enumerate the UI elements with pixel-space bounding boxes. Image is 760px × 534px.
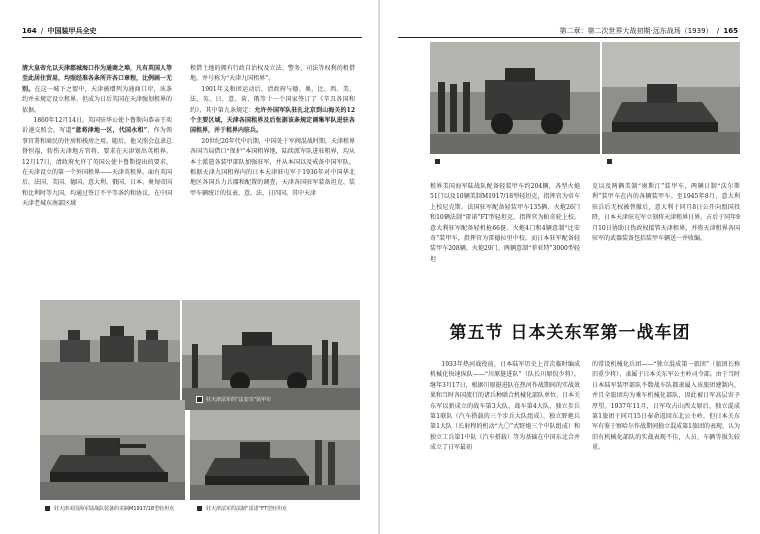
bold-quote: “意将津地一区，代国永租” xyxy=(71,127,148,135)
right-page xyxy=(380,0,760,534)
caption-text: 驻天津日军的美制“斯旺”坦克车 xyxy=(444,159,515,165)
book-title: 中国装甲兵全史 xyxy=(47,27,97,35)
left-running-head: 164 / 中国装甲兵全史 xyxy=(22,27,97,35)
photo-caption xyxy=(196,396,271,403)
paragraph: 克以及两辆美制“奥斯汀”装甲车，两辆日制“沃尔斯利”装甲车在内的各辆装甲车。至1945年8月，意大利驻兵后无权被替撤后，意大利于同月8日公开向盟国投降，日本天津驻屯军立刻将天津租界日界，占后于同年9月10日协助日伪政权接管天津租界，并将天津租界各国驻军的武器装备包括装甲车辆送一并收编。 xyxy=(592,183,740,243)
caption-marker-icon xyxy=(606,158,613,165)
right-running-head: 第二章：第二次世界大战初期·远东战场（1939） / 165 xyxy=(559,27,738,35)
paragraph: 租界美国海军陆战队配备轻装甲车约204辆，各型火炮51门以及10辆美制M1917/18型轻坦克，指挥官为帝车上校尼克斯。法国驻军配备轻装甲车135辆、火炮26门和10辆法制“雷诺”FT型轻坦克，指挥官为帕奇轮上校。意大利驻军配备轻机枪66挺、火炮4门和4辆意制“比安奇”装甲车，指挥官为雷德拉里中校。而日本驻军配备轻装甲车208辆、火炮29门、两辆意制“菲亚特”3000型轻坦 xyxy=(430,183,580,263)
chapter-title: 第二章：第二次世界大战初期·远东战场（1939） xyxy=(559,27,713,35)
caption-marker-icon xyxy=(434,158,441,165)
paragraph-text: 1901年义和团运动后，清政府与德、奥、比、西、美、法、英、日、意、荷、俄等十一个国家签订了《辛丑各国和约》，其中第九条规定： xyxy=(190,85,355,114)
caption-marker-icon xyxy=(196,505,203,512)
photo-caption xyxy=(44,505,174,512)
left-text-column-1 xyxy=(22,64,172,304)
photo-caption xyxy=(196,505,287,512)
right-lower-column-1 xyxy=(430,360,580,525)
bold-quote: 清大皇帝允以天津郡城海口作为通商之埠，凡有英国人等至此居住贸易，均照经准各条所开各口章程，比例画一无别。 xyxy=(22,65,173,93)
photo-us-tank xyxy=(40,400,185,500)
paragraph: 租借土地的拥有行政自治权及立法、警务、司法等权利的租借地，并号称为“天津九国租界”。 xyxy=(190,65,355,83)
section-title: 第五节 日本关东军第一战车团 xyxy=(449,323,691,343)
photo-fiat-tank-image xyxy=(602,42,740,154)
paragraph: 的常设机械化兵团——“独立混成第一旅团”（旅团长称旧重少将），隶属于日本关东军公主岭司令部。由于当时日本陆军装甲部队不数战车队都隶属入该旅团建制内，并且全旅团均为乘车机械化部队，因此被日军高层寄予厚望。1937年11月，日军攻占山西太原后，独立混成第1旅团于同月15日奉命返回东北公主岭，但日本关东军有鉴于察哈尔作战期间独立混成第1旅团的表现，认为旧有机械化部队的实战表现不佳，人员、车辆等损失较重。 xyxy=(592,361,740,452)
photo-caption xyxy=(434,158,514,165)
photo-french-tank xyxy=(190,410,360,500)
photo-armored-car-image xyxy=(182,300,360,410)
bold-quote: 允许外国军队驻扎北京到山海关的12个主要区域，天津各国租界及后张据该条规定调集军队进驻各国租界，并于租界内驻兵。 xyxy=(190,106,355,135)
paragraph xyxy=(22,64,172,116)
paragraph xyxy=(22,116,172,210)
caption-marker-icon xyxy=(196,396,203,403)
caption-text: 驻天津美国海军陆战队装备的美制M1917/18型轻坦克 xyxy=(54,506,175,512)
header-rule xyxy=(398,37,738,38)
photo-swan-tank xyxy=(430,42,600,154)
caption-text: 驻天津法军的“法安奇”装甲车 xyxy=(206,397,272,403)
header-rule xyxy=(22,37,362,38)
paragraph-text: ，作为领事官署和商民的住房和栈房之用。随后，他又照会直隶总督恒福，转伤天津地方官将，要求在天津划出英租界。12月17日，清政府允许了英国公使卜鲁斯提出的要求，在天津设立的第一个外国租界——天津英租界。面有英国后，法国、美国、德国、意大利、俄国、日本、奥匈帝国和比利时等九国，均通过签订不平等条约和协议，在中国天津老城东南部区域 xyxy=(22,127,173,208)
left-page-number: 164 xyxy=(22,27,37,35)
photo-french-tank-image xyxy=(190,410,360,500)
right-upper-column-2 xyxy=(592,182,740,297)
paragraph-text: 在这一城下之盟中，天津被增列为通商口岸，该条约并未规定设立租界，但成为日后英国在天津强划租界的依据。 xyxy=(22,85,173,114)
caption-text: 驻天津法军的法制“雷诺”FT型轻坦克 xyxy=(206,506,288,512)
right-upper-column-1 xyxy=(430,182,580,297)
photo-tank-row xyxy=(40,300,180,400)
paragraph: 1933年热河战役前，日本陆军历史上首次临时编成机械化快速纵队——“川原挺进队”（队长川原侃少将）。继年3月17日，根据川原挺进队在热河作战期间的实战效果和当时各国流行的诸兵种联合机械化部队单位，日本关东军以新成立的战车第3大队、战车第4大队、独立步兵第1联队（汽车搭载的三个步兵大队组成）、独立野炮兵第1大队（长射程的机动“九〇”式野炮三个中队组成）和独立工兵第1中队（汽车搭载）等为基础在中国东北合并成立了日军最初 xyxy=(430,361,581,452)
right-page-number: 165 xyxy=(723,27,738,35)
paragraph: 20世纪20年代中后期，中国处于军阀混战时期，天津租界各国当局借口“保护”本国租界地，陆续派军队进驻租界，均从本土派遣各装甲部队加强驻军，并从本国以及戒备中国军队。根据天津九国租界内的日本天津驻屯军于1936年对中国华北地区各国兵力兵器和配置的调查，天津各国驻军装备坦克、装甲车辆统计的仪表、意、法、日四国。其中天津 xyxy=(190,137,355,197)
paragraph xyxy=(190,85,355,137)
paragraph-text: 1860年12月14日，英国驻华公使卜鲁斯向恭亲王奕䜣递交照会，写道 xyxy=(22,117,172,135)
photo-caption xyxy=(606,158,704,165)
right-lower-column-2 xyxy=(592,360,740,525)
left-text-column-2 xyxy=(190,64,355,304)
photo-tank-row-image xyxy=(40,300,180,400)
photo-fiat-tank xyxy=(602,42,740,154)
caption-text: 驻天津日军意制“菲亚特”3000型轻坦克 xyxy=(616,159,704,165)
photo-us-tank-image xyxy=(40,400,185,500)
photo-swan-tank-image xyxy=(430,42,600,154)
photo-armored-car xyxy=(182,300,360,410)
caption-marker-icon xyxy=(44,505,51,512)
